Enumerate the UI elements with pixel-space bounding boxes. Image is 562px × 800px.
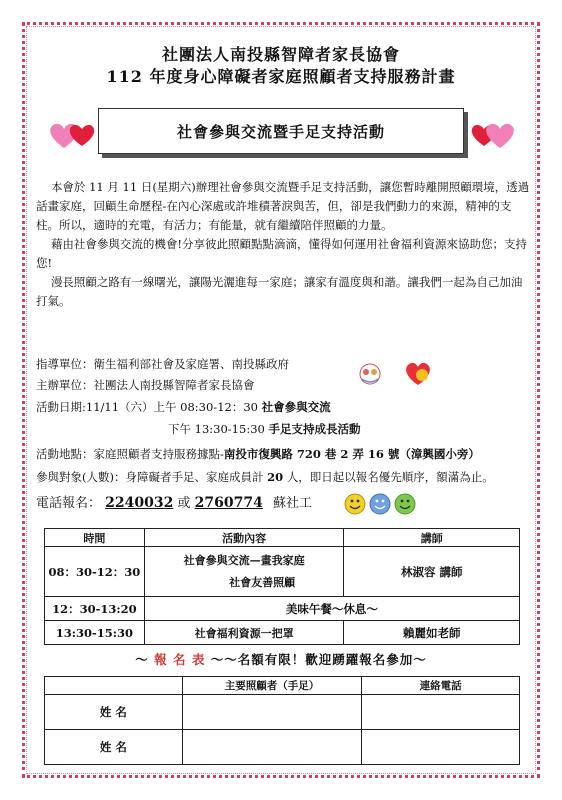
registration-header-phone: 連絡電話 bbox=[362, 677, 520, 695]
schedule-row bbox=[45, 547, 520, 597]
date-afternoon: 下午 13:30-15:30 bbox=[168, 422, 265, 436]
plan-title: 112 年度身心障礙者家庭照顧者支持服務計畫 bbox=[106, 67, 456, 86]
hearts-right-icon bbox=[466, 118, 518, 152]
intro-text bbox=[36, 178, 530, 311]
activity-date bbox=[36, 399, 331, 415]
signup-banner bbox=[0, 650, 562, 668]
phone-contact: 蘇社工 bbox=[273, 496, 313, 511]
guide-unit: 指導單位：衛生福利部社會及家庭署、南投縣政府 bbox=[36, 357, 289, 371]
association-logo-icon bbox=[360, 364, 380, 384]
schedule-content: 社會福利資源一把罩 bbox=[144, 621, 344, 645]
registration-name-label: 姓 名 bbox=[45, 695, 183, 730]
schedule-row bbox=[45, 621, 520, 645]
schedule-time: 13:30-15:30 bbox=[45, 621, 145, 645]
schedule-time: 08：30-12：30 bbox=[45, 547, 145, 597]
schedule-header-speaker: 講師 bbox=[344, 529, 520, 547]
schedule-speaker: 賴麗如老師 bbox=[344, 621, 520, 645]
hearts-left-icon bbox=[46, 118, 98, 152]
event-title-box bbox=[98, 108, 464, 154]
registration-name-label: 姓 名 bbox=[45, 730, 183, 765]
org-title: 社團法人南投縣智障者家長協會 bbox=[161, 45, 400, 64]
participants-count: 20 bbox=[267, 470, 284, 484]
registration-row bbox=[45, 730, 520, 765]
date-afternoon-event: 手足支持成長活動 bbox=[268, 422, 361, 436]
green-smiley-icon bbox=[395, 494, 415, 514]
event-title: 社會參與交流暨手足支持活動 bbox=[176, 122, 385, 141]
caregiver-logo-icon bbox=[406, 363, 430, 385]
phone-number-1[interactable]: 2240032 bbox=[105, 495, 174, 511]
smiley-faces bbox=[344, 492, 416, 516]
intro-paragraph-3: 漫長照顧之路有一線曙光，讓陽光灑進每一家庭；讓家有溫度與和諧。讓我們一起為自己加油打氣。 bbox=[36, 275, 523, 308]
registration-phone-cell[interactable] bbox=[362, 730, 520, 765]
phone-signup bbox=[36, 492, 312, 511]
phone-label: 電話報名： bbox=[36, 496, 102, 511]
registration-row bbox=[45, 695, 520, 730]
registration-header-caregiver: 主要照顧者（手足） bbox=[182, 677, 362, 695]
yellow-smiley-icon bbox=[345, 494, 365, 514]
blue-smiley-icon bbox=[370, 494, 390, 514]
phone-number-2[interactable]: 2760774 bbox=[194, 495, 263, 511]
phone-or: 或 bbox=[177, 496, 191, 511]
host-unit: 主辦單位：社團法人南投縣智障者家長協會 bbox=[36, 378, 255, 392]
participants-prefix: 參與對象(人數)：身障礙者手足、家庭成員計 bbox=[36, 470, 264, 484]
schedule-content bbox=[144, 547, 344, 597]
schedule-header-row bbox=[45, 529, 520, 547]
registration-header-row bbox=[45, 677, 520, 695]
schedule-time: 12：30-13:20 bbox=[45, 597, 145, 621]
intro-paragraph-2: 藉由社會參與交流的機會!分享彼此照顧點點滴滴，懂得如何運用社會福利資源來協助您；支持您! bbox=[36, 237, 528, 270]
intro-paragraph-1: 本會於 11 月 11 日(星期六)辦理社會參與交流暨手足支持活動，讓您暫時離開照顧環境，透過話畫家庭，回顧生命歷程-在內心深處或許堆積著淚與苦，但，卻是我們動力的來源，精神的支柱。所以，適時的充電，有活力；有能量，就有繼續陪伴照顧的力量。 bbox=[36, 180, 530, 232]
registration-phone-cell[interactable] bbox=[362, 695, 520, 730]
location-address: 南投市復興路 720 巷 2 弄 16 號（漳興國小旁） bbox=[223, 447, 480, 461]
registration-table bbox=[44, 676, 520, 765]
schedule-content: 美味午餐～休息～ bbox=[144, 597, 519, 621]
schedule-header-content: 活動內容 bbox=[144, 529, 344, 547]
schedule-row bbox=[45, 597, 520, 621]
registration-caregiver-cell[interactable] bbox=[182, 730, 362, 765]
activity-date-afternoon bbox=[168, 421, 360, 437]
schedule-content-line-2: 社會友善照顧 bbox=[229, 575, 296, 589]
schedule-header-time: 時間 bbox=[45, 529, 145, 547]
date-morning: 活動日期:11/11（六）上午 08:30-12：30 bbox=[36, 400, 258, 414]
registration-header-blank bbox=[45, 677, 183, 695]
schedule-table bbox=[44, 528, 520, 645]
registration-caregiver-cell[interactable] bbox=[182, 695, 362, 730]
signup-title: 報 名 表 bbox=[154, 652, 206, 667]
signup-suffix: ～～名額有限！歡迎踴躍報名參加～ bbox=[210, 652, 427, 667]
location-label: 活動地點：家庭照顧者支持服務據點- bbox=[36, 447, 224, 461]
schedule-speaker: 林淑容 講師 bbox=[344, 547, 520, 597]
schedule-content-line-1: 社會參與交流—畫我家庭 bbox=[183, 553, 305, 567]
date-morning-event: 社會參與交流 bbox=[261, 400, 331, 414]
participants-suffix: 人，即日起以報名優先順序，額滿為止。 bbox=[286, 470, 494, 484]
signup-prefix: ～ bbox=[135, 652, 149, 667]
activity-location bbox=[36, 446, 480, 462]
participants bbox=[36, 469, 494, 485]
partner-logos bbox=[356, 357, 476, 391]
